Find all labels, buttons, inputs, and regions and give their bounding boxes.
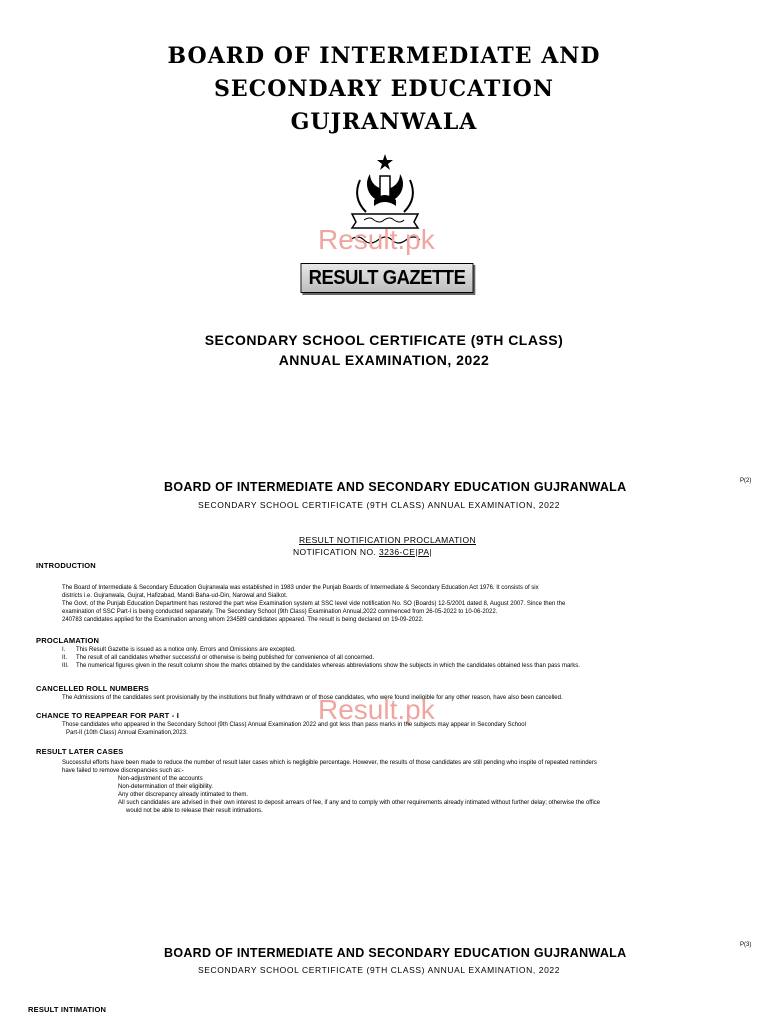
- page2-page-number: P(2): [740, 478, 752, 484]
- page2-watermark: Result.pk: [318, 694, 435, 725]
- later-line: Non-adjustment of the accounts: [118, 776, 203, 782]
- page2-board-heading: BOARD OF INTERMEDIATE AND SECONDARY EDUCATION GUJRANWALA: [164, 480, 627, 494]
- chance-line: Part-II (10th Class) Annual Examination,2023.: [66, 730, 188, 736]
- intro-line: 240783 candidates applied for the Examination among whom 234589 candidates appeared. The result is being declared on 19-09-2022.: [62, 617, 424, 623]
- page3-board-heading: BOARD OF INTERMEDIATE AND SECONDARY EDUCATION GUJRANWALA: [164, 946, 627, 960]
- page3-page-number: P(3): [740, 942, 752, 948]
- later-line: All such candidates are advised in their own interest to deposit arrears of fee, if any and to comply with other requirements already intimated without further delay; otherwise the office: [118, 800, 601, 806]
- later-line: have failed to remove discrepancies such as:-: [62, 768, 184, 774]
- page2-exam-heading: SECONDARY SCHOOL CERTIFICATE (9TH CLASS) ANNUAL EXAMINATION, 2022: [198, 500, 561, 510]
- intro-line: districts i.e. Gujranwala, Gujrat, Hafizabad, Mandi Baha-ud-Din, Narowal and Sialkot.: [62, 593, 288, 599]
- cancelled-text: The Admissions of the candidates sent provisionally by the institutions but finally withdrawn or of those candidates, who were found ineligible for any other reason, have also been cancelled.: [62, 695, 563, 701]
- proclamation-item: [62, 646, 752, 654]
- notification-number: 3236-CE|PA|: [378, 547, 433, 557]
- proclamation-item: [62, 662, 752, 670]
- notification-prefix: NOTIFICATION NO.: [293, 547, 377, 557]
- later-text: [62, 759, 752, 815]
- intro-text: [62, 584, 752, 624]
- cover-title-line1: BOARD OF INTERMEDIATE AND: [167, 43, 601, 69]
- item-number: II.: [62, 655, 68, 661]
- proclamation-item: [62, 654, 752, 662]
- item-number: III.: [62, 663, 69, 669]
- chance-line: Those candidates who appeared in the Secondary School (9th Class) Annual Examination 2022 and got less than pass marks in the subjects may appear in Secondary School: [62, 722, 526, 728]
- intro-line: The Govt. of the Punjab Education Department has restored the part wise Examination system at SSC level vide notification No. SO (Boards) 12-5/2001 dated 8, August 2007. Since then the: [62, 601, 566, 607]
- chance-heading: CHANCE TO REAPPEAR FOR PART - I: [36, 711, 180, 720]
- intro-line: examination of SSC Part-I is being conducted separately. The Secondary School (9th Class) Examination Annual,2022 commenced from 26-05-2022 to 10-06-2022.: [62, 609, 498, 615]
- proclamation-list: [62, 646, 752, 670]
- cover-exam-line1: SECONDARY SCHOOL CERTIFICATE (9TH CLASS): [204, 332, 564, 348]
- result-gazette-label: RESULT GAZETTE: [301, 263, 474, 293]
- later-line: Non-determination of their eligibility.: [118, 784, 213, 790]
- later-line: Any other discrepancy already intimated to them.: [118, 792, 249, 798]
- notification-number-line: [293, 547, 432, 557]
- later-heading: RESULT LATER CASES: [36, 747, 124, 756]
- item-text: This Result Gazette is issued as a notice only. Errors and Omissions are excepted.: [76, 647, 296, 653]
- proclamation-heading: PROCLAMATION: [36, 636, 100, 645]
- page3-exam-heading: SECONDARY SCHOOL CERTIFICATE (9TH CLASS) ANNUAL EXAMINATION, 2022: [198, 965, 561, 975]
- item-number: I.: [62, 647, 66, 653]
- cover-title-line3: GUJRANWALA: [290, 109, 478, 135]
- cancelled-heading: CANCELLED ROLL NUMBERS: [36, 684, 150, 693]
- chance-text: [62, 721, 752, 737]
- cover-watermark: Result.pk: [318, 224, 435, 255]
- later-line: Successful efforts have been made to reduce the number of result later cases which is negligible percentage. However, the results of those candidates are still pending who inspite of repeated reminders: [62, 760, 597, 766]
- intro-line: The Board of Intermediate & Secondary Education Gujranwala was established in 1983 under the Punjab Boards of Intermediate & Secondary Education Act 1976. It consists of six: [62, 585, 539, 591]
- item-text: The result of all candidates whether successful or otherwise is being published for convenience of all concerned.: [76, 655, 375, 661]
- result-intimation-heading: RESULT INTIMATION: [28, 1005, 107, 1014]
- intro-heading: INTRODUCTION: [36, 561, 96, 570]
- later-line: would not be able to release their result intimations.: [126, 808, 263, 814]
- cover-title-line2: SECONDARY EDUCATION: [214, 76, 554, 102]
- proclamation-title: RESULT NOTIFICATION PROCLAMATION: [299, 535, 476, 545]
- cover-exam-line2: ANNUAL EXAMINATION, 2022: [278, 352, 490, 368]
- item-text: The numerical figures given in the result column show the marks obtained by the candidates whereas abbreviations show the subjects in which the candidates obtained less than pass marks.: [76, 663, 580, 669]
